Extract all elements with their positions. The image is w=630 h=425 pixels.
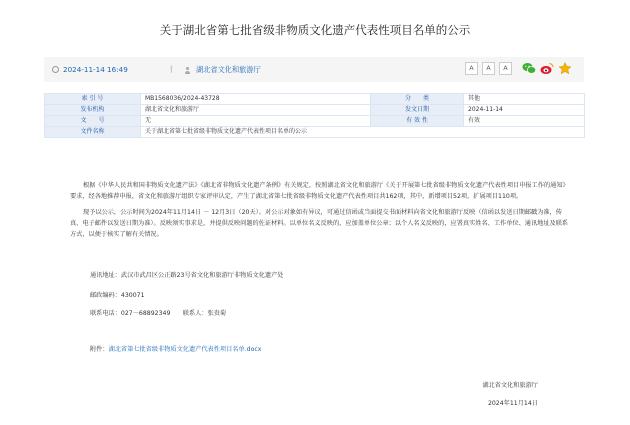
- meta-separator: |: [170, 64, 173, 73]
- attachment-link[interactable]: 湖北省第七批省级非物质文化遗产代表性项目名单.docx: [108, 346, 262, 353]
- attachment: [90, 344, 261, 353]
- notice-body: [70, 180, 570, 245]
- publish-date-text: 2024-11-14 16:49: [63, 65, 128, 74]
- meta-bar: [44, 57, 584, 82]
- publish-source[interactable]: [184, 65, 261, 75]
- table-row: [45, 116, 585, 127]
- category-label: 分 类: [371, 94, 464, 105]
- clock-icon: [52, 66, 59, 73]
- validity-value: 有效: [464, 116, 585, 127]
- issuer-value: 湖北省文化和旅游厅: [141, 105, 371, 116]
- publish-date: [52, 65, 128, 74]
- publish-source-text: 湖北省文化和旅游厅: [196, 65, 261, 74]
- issuer-label: 发布机构: [45, 105, 141, 116]
- index-value: MB1568036/2024-43728: [141, 94, 371, 105]
- user-icon: [184, 67, 191, 74]
- page-title: 关于湖北省第七批省级非物质文化遗产代表性项目名单的公示: [159, 23, 471, 37]
- signature-org: 湖北省文化和旅游厅: [482, 382, 538, 389]
- weibo-icon[interactable]: [540, 62, 554, 75]
- index-label: 索 引 号: [45, 94, 141, 105]
- category-value: 其他: [464, 94, 585, 105]
- table-row: [45, 105, 585, 116]
- font-size-small-button[interactable]: A: [465, 62, 478, 75]
- docname-label: 文件名称: [45, 127, 141, 138]
- body-paragraph-2: 现予以公示，公示时间为2024年11月14日 － 12月3日（20天）。对公示对象如有异议，可通过信函或当面提交书面材料向省文化和旅游厅反映（信函以发送日期邮戳为准，传真、电子邮件以发送日期为准）。反映须实事求是，并提供反映问题的佐证材料。以单位名义反映的，应加盖单位公章；以个人名义反映的，应署真实姓名、工作单位、通讯地址及联系方式，以便于核实了解有关情况。: [70, 209, 569, 238]
- contact-phone: 联系电话：027－68892349 联系人：张贵菊: [90, 310, 227, 317]
- document-info-table: [44, 93, 585, 138]
- toolbar: [465, 62, 572, 75]
- signature-date: 2024年11月14日: [487, 400, 538, 407]
- docname-value: 关于湖北省第七批省级非物质文化遗产代表性项目名单的公示: [141, 127, 585, 138]
- contact-address: 通讯地址：武汉市武昌区公正路23号省文化和旅游厅非物质文化遗产处: [90, 272, 284, 279]
- issue-date-label: 发文日期: [371, 105, 464, 116]
- attachment-label: 附件：: [90, 346, 109, 353]
- font-size-large-button[interactable]: A: [499, 62, 512, 75]
- table-row: [45, 127, 585, 138]
- font-size-medium-button[interactable]: A: [482, 62, 495, 75]
- docno-value: 无: [141, 116, 371, 127]
- issue-date-value: 2024-11-14: [464, 105, 585, 116]
- docno-label: 文 号: [45, 116, 141, 127]
- favorite-star-icon[interactable]: [558, 62, 572, 75]
- contact-postcode: 邮政编码：430071: [90, 292, 145, 299]
- wechat-icon[interactable]: [522, 62, 536, 75]
- validity-label: 有 效 性: [371, 116, 464, 127]
- table-row: [45, 94, 585, 105]
- body-paragraph-1: 根据《中华人民共和国非物质文化遗产法》《湖北省非物质文化遗产条例》有关规定，按照湖北省文化和旅游厅《关于开展第七批省级非物质文化遗产代表性项目申报工作的通知》要求，经各地推荐申报，省文化和旅游厅组织专家评审认定，产生了湖北省第七批省级非物质文化遗产代表性项目共162项，其中，新增项目52项，扩展项目110项。: [70, 182, 569, 200]
